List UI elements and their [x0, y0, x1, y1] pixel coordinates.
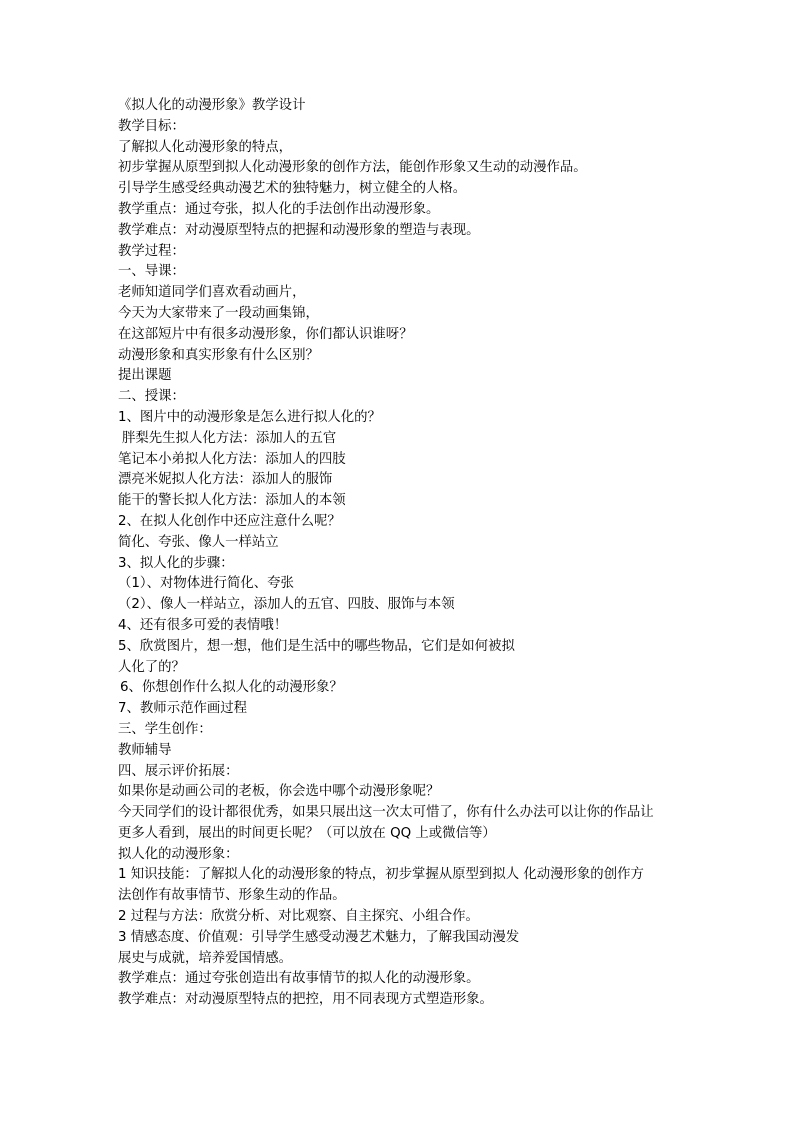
text-line: 2、在拟人化创作中还应注意什么呢？	[118, 513, 341, 529]
text-line: 5、欣赏图片，想一想，他们是生活中的哪些物品，它们是如何被拟	[118, 638, 515, 654]
text-line: 今天为大家带来了一段动画集锦，	[118, 305, 319, 321]
text-line: 6、你想创作什么拟人化的动漫形象？	[120, 680, 343, 696]
section-heading-intro: 一、导课：	[118, 264, 185, 280]
text-line: 教学重点：通过夸张，拟人化的手法创作出动漫形象。	[118, 201, 440, 217]
text-line: 引导学生感受经典动漫艺术的独特魅力，树立健全的人格。	[118, 181, 467, 197]
text-line: （1）、对物体进行简化、夸张	[118, 576, 294, 592]
text-line: 了解拟人化动漫形象的特点，	[118, 139, 293, 155]
text-line: 老师知道同学们喜欢看动画片，	[118, 285, 306, 301]
section-heading-creation: 三、学生创作：	[118, 721, 212, 737]
text-line: 如果你是动画公司的老板，你会选中哪个动漫形象呢？	[118, 784, 440, 800]
text-line: 漂亮米妮拟人化方法：添加人的服饰	[118, 472, 333, 488]
text-line: 人化了的？	[118, 659, 185, 675]
text-line: 法创作有故事情节、形象生动的作品。	[118, 888, 346, 904]
text-line: 拟人化的动漫形象：	[118, 846, 239, 862]
text-line: 教学难点：通过夸张创造出有故事情节的拟人化的动漫形象。	[118, 971, 480, 987]
section-heading-process: 教学过程：	[118, 243, 185, 259]
text-line: 3 情感态度、价值观：引导学生感受动漫艺术魅力，了解我国动漫发	[118, 929, 520, 945]
text-line: （2）、像人一样站立，添加人的五官、四肢、服饰与本领	[118, 597, 455, 613]
document-title: 《拟人化的动漫形象》教学设计	[118, 98, 306, 113]
text-line: 更多人看到，展出的时间更长呢？（可以放在 QQ 上或微信等）	[118, 825, 496, 841]
text-line: 在这部短片中有很多动漫形象，你们都认识谁呀？	[118, 326, 413, 342]
text-line: 初步掌握从原型到拟人化动漫形象的创作方法，能创作形象又生动的动漫作品。	[118, 160, 587, 176]
text-line: 1、图片中的动漫形象是怎么进行拟人化的？	[118, 409, 381, 425]
section-heading-evaluation: 四、展示评价拓展：	[118, 763, 239, 779]
text-line: 笔记本小弟拟人化方法：添加人的四肢	[118, 451, 346, 467]
text-line: 简化、夸张、像人一样站立	[118, 534, 279, 550]
text-line: 能干的警长拟人化方法：添加人的本领	[118, 493, 346, 509]
text-line: 教学难点：对动漫原型特点的把控，用不同表现方式塑造形象。	[118, 992, 493, 1008]
text-line: 教师辅导	[118, 742, 172, 758]
text-line: 动漫形象和真实形象有什么区别？	[118, 347, 319, 363]
text-line: 今天同学们的设计都很优秀，如果只展出这一次太可惜了，你有什么办法可以让你的作品让	[118, 805, 654, 821]
text-line: 展史与成就，培养爱国情感。	[118, 950, 293, 966]
text-line: 提出课题	[118, 368, 172, 384]
document-page	[118, 96, 698, 1011]
text-line: 教学难点：对动漫原型特点的把握和动漫形象的塑造与表现。	[118, 222, 480, 238]
text-line: 2 过程与方法：欣赏分析、对比观察、自主探究、小组合作。	[118, 909, 479, 925]
text-line: 1 知识技能：了解拟人化的动漫形象的特点，初步掌握从原型到拟人 化动漫形象的创作方	[118, 867, 644, 883]
text-line: 7、教师示范作画过程	[118, 701, 248, 717]
text-line: 4、还有很多可爱的表情哦！	[118, 617, 288, 633]
text-line: 3、拟人化的步骤：	[118, 555, 234, 571]
text-line: 胖梨先生拟人化方法：添加人的五官	[122, 430, 337, 446]
section-heading-objectives: 教学目标：	[118, 118, 185, 134]
section-heading-teaching: 二、授课：	[118, 389, 185, 405]
